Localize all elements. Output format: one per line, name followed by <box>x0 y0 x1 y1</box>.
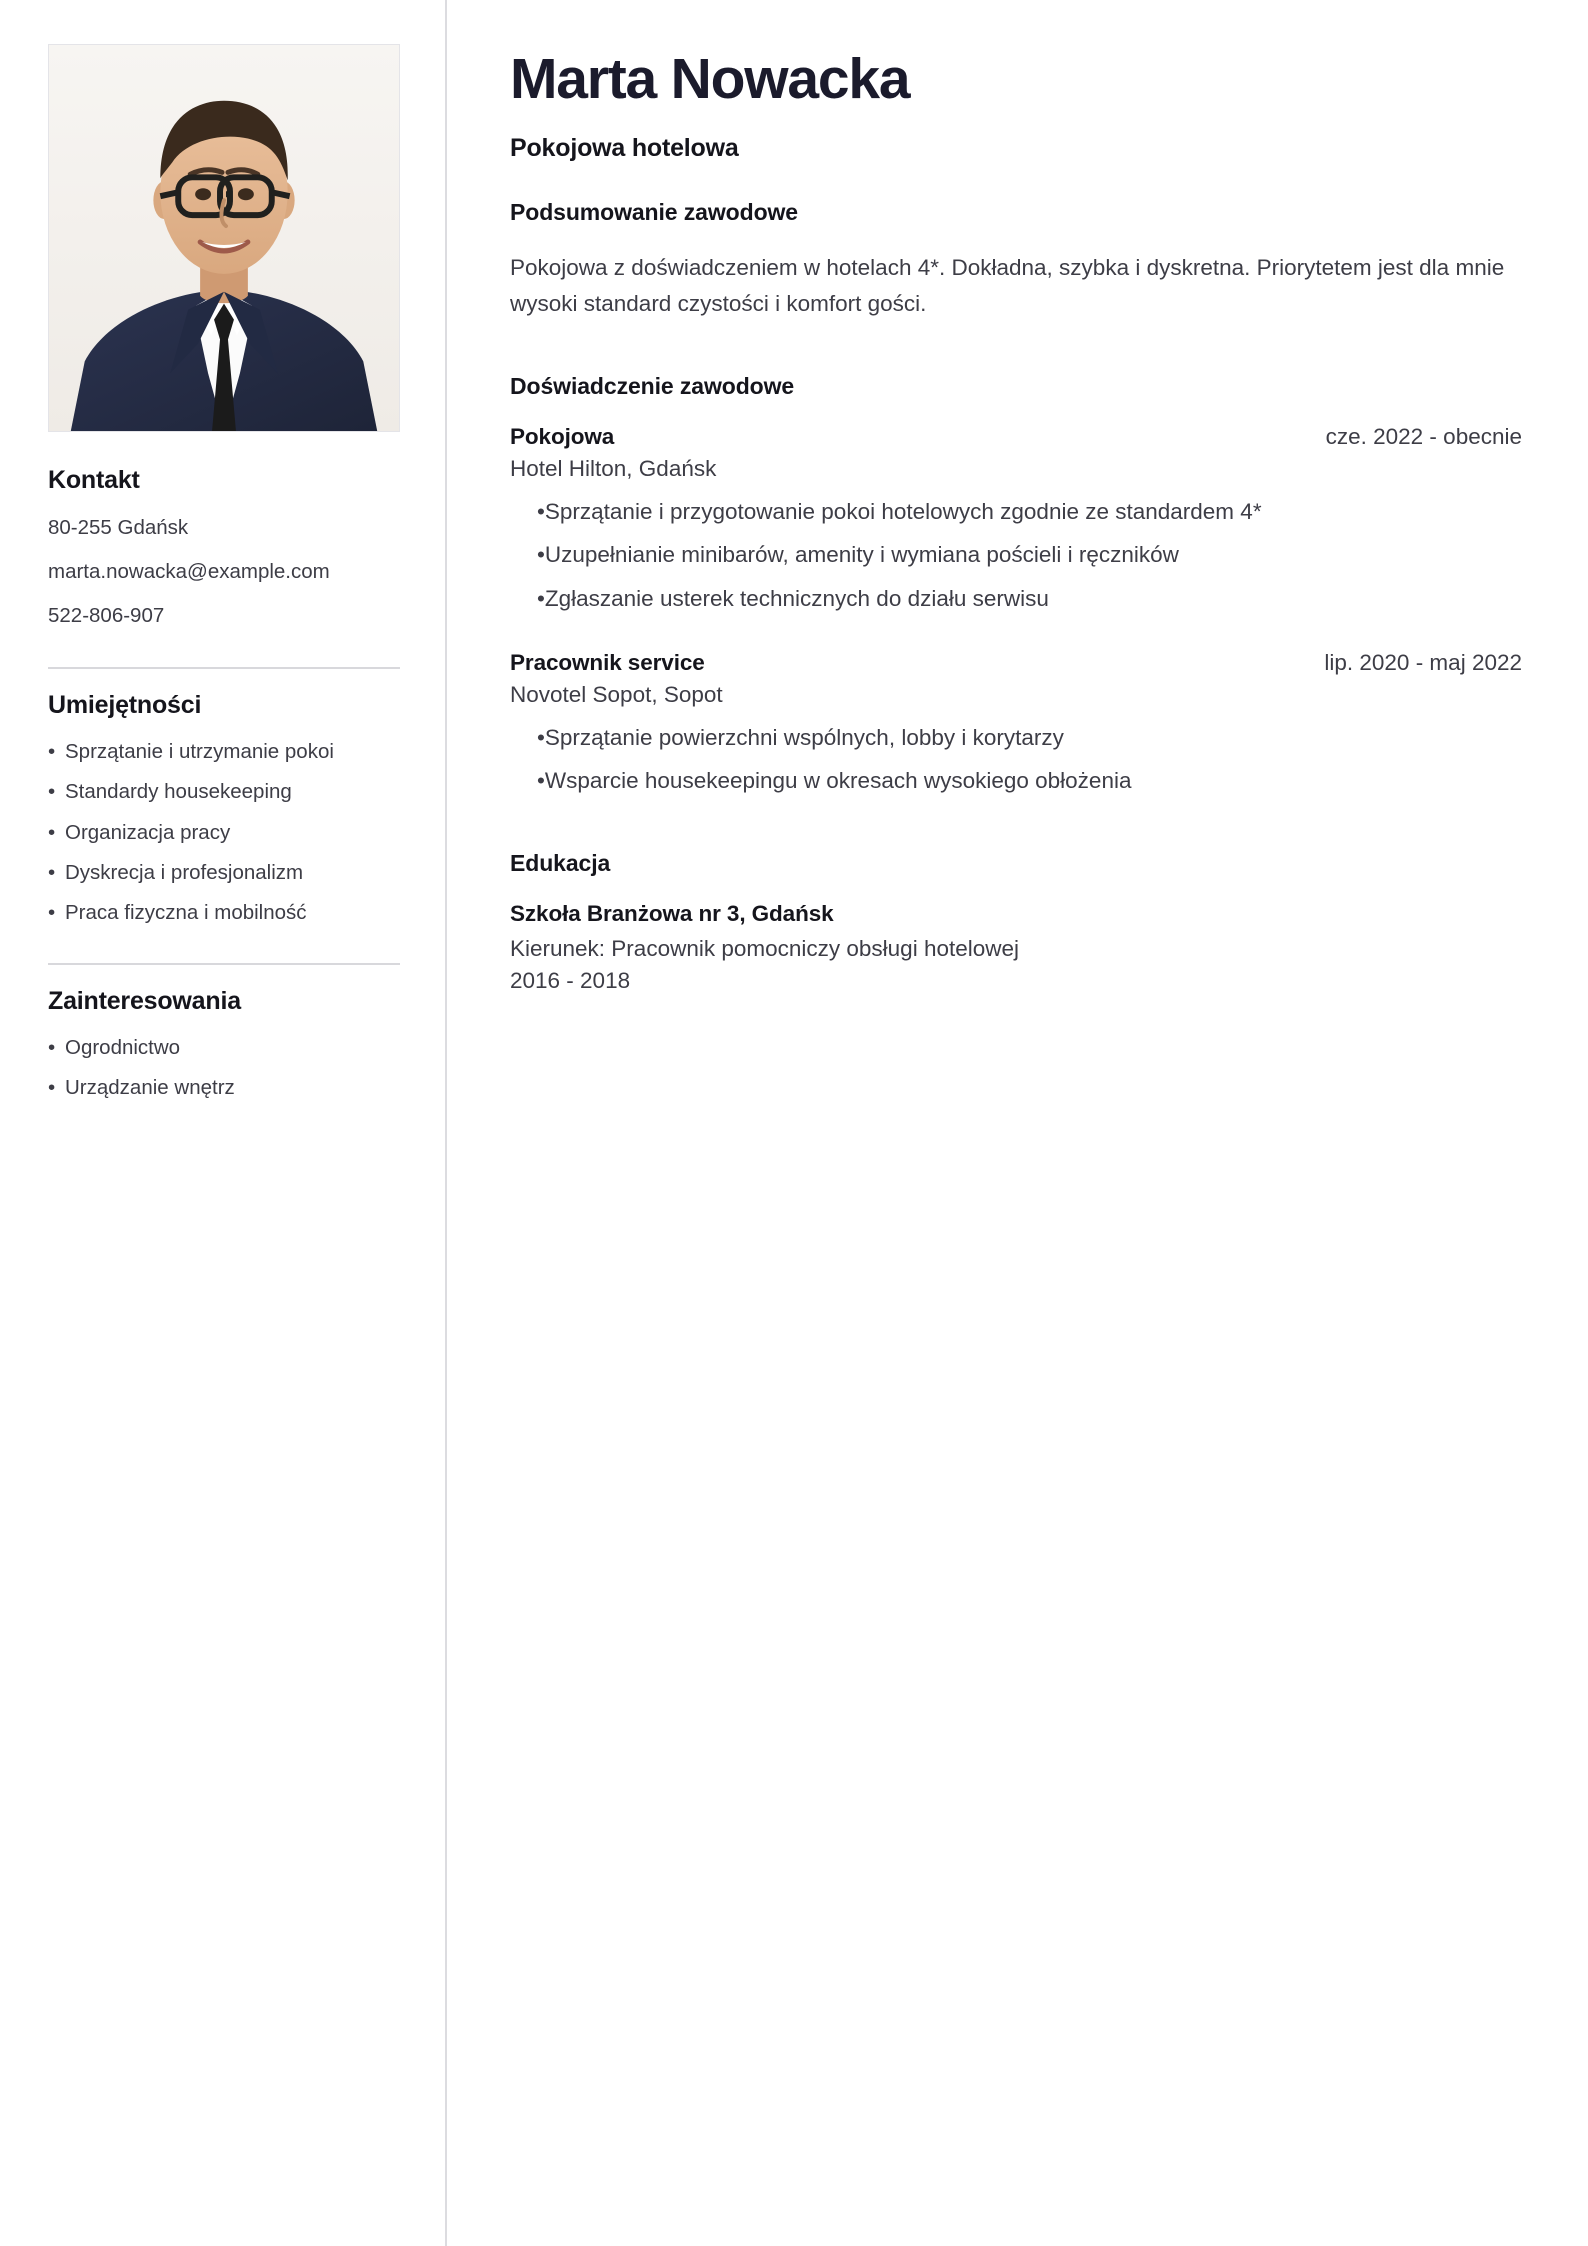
list-item: • Dyskrecja i profesjonalizm <box>48 859 400 887</box>
list-item: • Sprzątanie i utrzymanie pokoi <box>48 738 400 766</box>
list-item: • Urządzanie wnętrz <box>48 1074 400 1102</box>
job-title: Pokojowa hotelowa <box>510 133 739 162</box>
contact-phone[interactable]: 522-806-907 <box>48 604 165 628</box>
entry-organization: Hotel Hilton, Gdańsk <box>510 455 717 481</box>
skills-heading: Umiejętności <box>48 691 202 720</box>
education-heading: Edukacja <box>510 849 611 876</box>
list-item: • Ogrodnictwo <box>48 1034 400 1062</box>
interests-heading: Zainteresowania <box>48 986 241 1015</box>
page-title: Marta Nowacka <box>510 47 910 111</box>
portrait-illustration <box>49 45 399 431</box>
entry-bullet-list <box>510 496 1522 616</box>
experience-entry <box>510 424 1522 616</box>
entry-organization: Novotel Sopot, Sopot <box>510 681 723 707</box>
education-entry <box>510 901 1522 997</box>
entry-role: Pokojowa <box>510 423 615 449</box>
list-item: • Organizacja pracy <box>48 819 400 847</box>
contact-heading: Kontakt <box>48 466 140 494</box>
list-item: • Standardy housekeeping <box>48 778 400 806</box>
entry-dates: cze. 2022 - obecnie <box>1325 423 1522 449</box>
education-field: Kierunek: Pracownik pomocniczy obsługi hotelowej <box>510 935 1020 961</box>
list-item: • Wsparcie housekeepingu w okresach wysokiego obłożenia <box>510 765 1522 798</box>
experience-entry <box>510 650 1522 798</box>
interests-section <box>48 963 400 1102</box>
list-item: • Praca fizyczna i mobilność <box>48 899 400 927</box>
skills-divider <box>48 667 400 669</box>
education-dates: 2016 - 2018 <box>510 967 631 993</box>
column-divider <box>445 0 447 2246</box>
summary-heading: Podsumowanie zawodowe <box>510 198 798 225</box>
education-section <box>510 850 1522 997</box>
contact-section <box>48 466 400 631</box>
list-item: • Uzupełnianie minibarów, amenity i wymiana pościeli i ręczników <box>510 539 1522 572</box>
experience-section <box>510 373 1522 798</box>
summary-section <box>510 199 1522 323</box>
list-item: • Zgłaszanie usterek technicznych do działu serwisu <box>510 583 1522 616</box>
profile-photo <box>48 44 400 432</box>
entry-role: Pracownik service <box>510 649 705 675</box>
interests-divider <box>48 963 400 965</box>
education-school: Szkoła Branżowa nr 3, Gdańsk <box>510 900 834 926</box>
skills-list <box>48 738 400 926</box>
list-item: • Sprzątanie powierzchni wspólnych, lobby i korytarzy <box>510 722 1522 755</box>
sidebar <box>48 44 400 1102</box>
list-item: • Sprzątanie i przygotowanie pokoi hotelowych zgodnie ze standardem 4* <box>510 496 1522 529</box>
main-column <box>510 48 1522 997</box>
experience-heading: Doświadczenie zawodowe <box>510 372 795 399</box>
skills-section <box>48 667 400 926</box>
interests-list <box>48 1034 400 1102</box>
summary-text: Pokojowa z doświadczeniem w hotelach 4*. Dokładna, szybka i dyskretna. Priorytetem jest dla mnie wysoki standard czystości i komfort gości. <box>510 254 1505 317</box>
entry-header <box>510 650 1522 676</box>
contact-email[interactable]: marta.nowacka@example.com <box>48 560 330 584</box>
entry-header <box>510 424 1522 450</box>
contact-address: 80-255 Gdańsk <box>48 516 189 539</box>
entry-bullet-list <box>510 722 1522 798</box>
entry-dates: lip. 2020 - maj 2022 <box>1324 649 1522 675</box>
